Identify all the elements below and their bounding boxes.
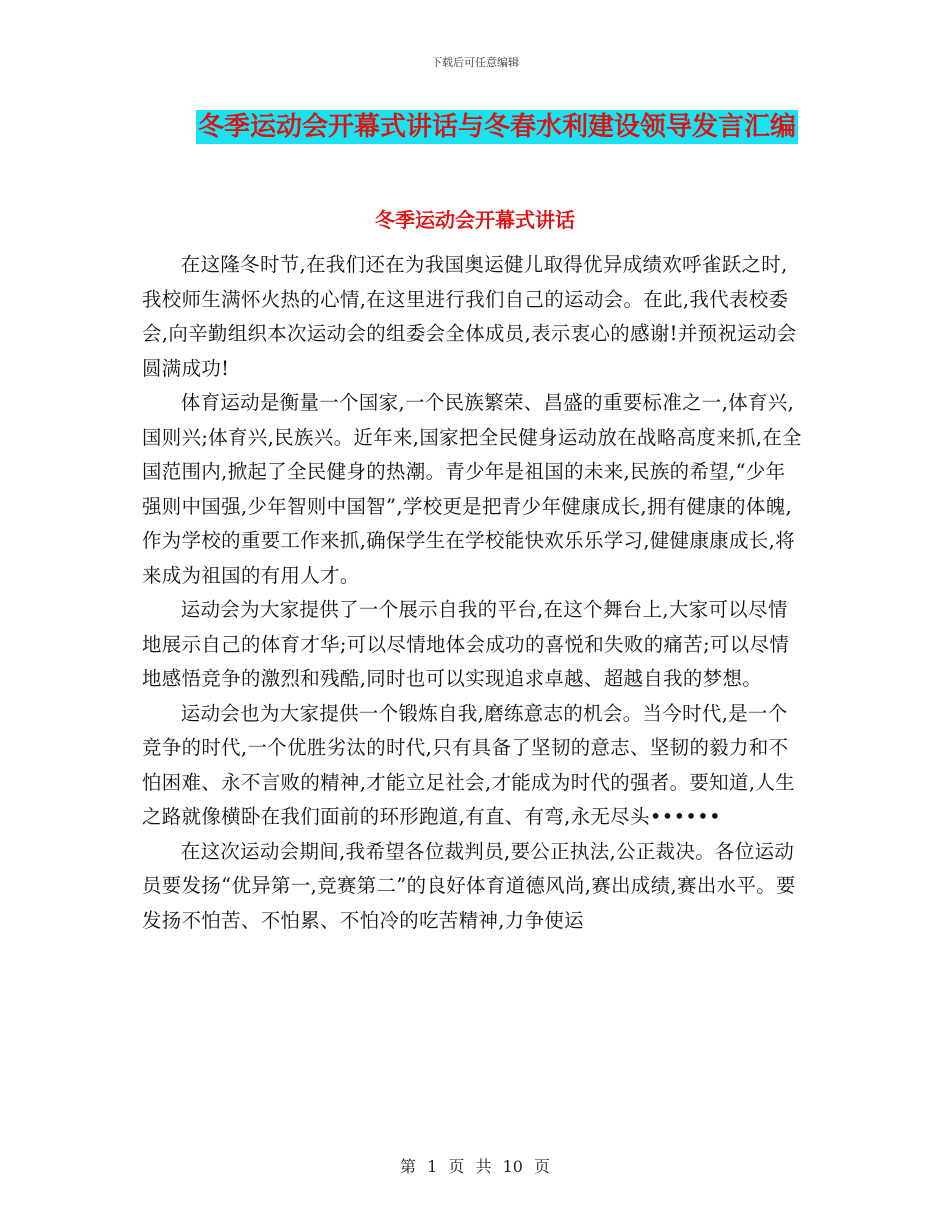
footer-suffix: 页 (534, 1157, 551, 1176)
page-number: 1 (427, 1157, 438, 1176)
section-title: 冬季运动会开幕式讲话 (375, 208, 575, 232)
footer-prefix: 第 (399, 1157, 416, 1176)
paragraph: 运动会为大家提供了一个展示自我的平台,在这个舞台上,大家可以尽情地展示自己的体育才华;可以尽情地体会成功的喜悦和失败的痛苦;可以尽情地感悟竞争的激烈和残酷,同时也可以实现追求卓越、超越自我的梦想。 (142, 598, 790, 690)
page-footer (0, 1154, 950, 1177)
footer-page-label: 页 (448, 1157, 465, 1176)
header-note: 下载后可任意编辑 (431, 56, 519, 69)
paragraph: 运动会也为大家提供一个锻炼自我,磨练意志的机会。当今时代,是一个竞争的时代,一个优胜劣汰的时代,只有具备了坚韧的意志、坚韧的毅力和不怕困难、永不言败的精神,才能立足社会,才能成为时代的强者。要知道,人生之路就像横卧在我们面前的环形跑道,有直、有弯,永无尽头•••••• (142, 701, 795, 828)
paragraph: 在这隆冬时节,在我们还在为我国奥运健儿取得优异成绩欢呼雀跃之时,我校师生满怀火热的心情,在这里进行我们自己的运动会。在此,我代表校委会,向辛勤组织本次运动会的组委会全体成员,表示衷心的感谢!并预祝运动会圆满成功! (142, 253, 797, 380)
document-title: 冬季运动会开幕式讲话与冬春水利建设领导发言汇编 (198, 112, 797, 142)
body-text (142, 248, 804, 938)
total-pages: 10 (502, 1157, 523, 1176)
paragraph: 体育运动是衡量一个国家,一个民族繁荣、昌盛的重要标准之一,体育兴,国则兴;体育兴,民族兴。近年来,国家把全民健身运动放在战略高度来抓,在全国范围内,掀起了全民健身的热潮。青少年是祖国的未来,民族的希望,“少年强则中国强,少年智则中国智”,学校更是把青少年健康成长,拥有健康的体魄,作为学校的重要工作来抓,确保学生在学校能快欢乐乐学习,健健康康成长,将来成为祖国的有用人才。 (142, 391, 802, 587)
footer-total-prefix: 共 (475, 1157, 492, 1176)
paragraph: 在这次运动会期间,我希望各位裁判员,要公正执法,公正裁决。各位运动员要发扬“优异第一,竞赛第二”的良好体育道德风尚,赛出成绩,赛出水平。要发扬不怕苦、不怕累、不怕冷的吃苦精神,力争使运 (142, 839, 796, 932)
